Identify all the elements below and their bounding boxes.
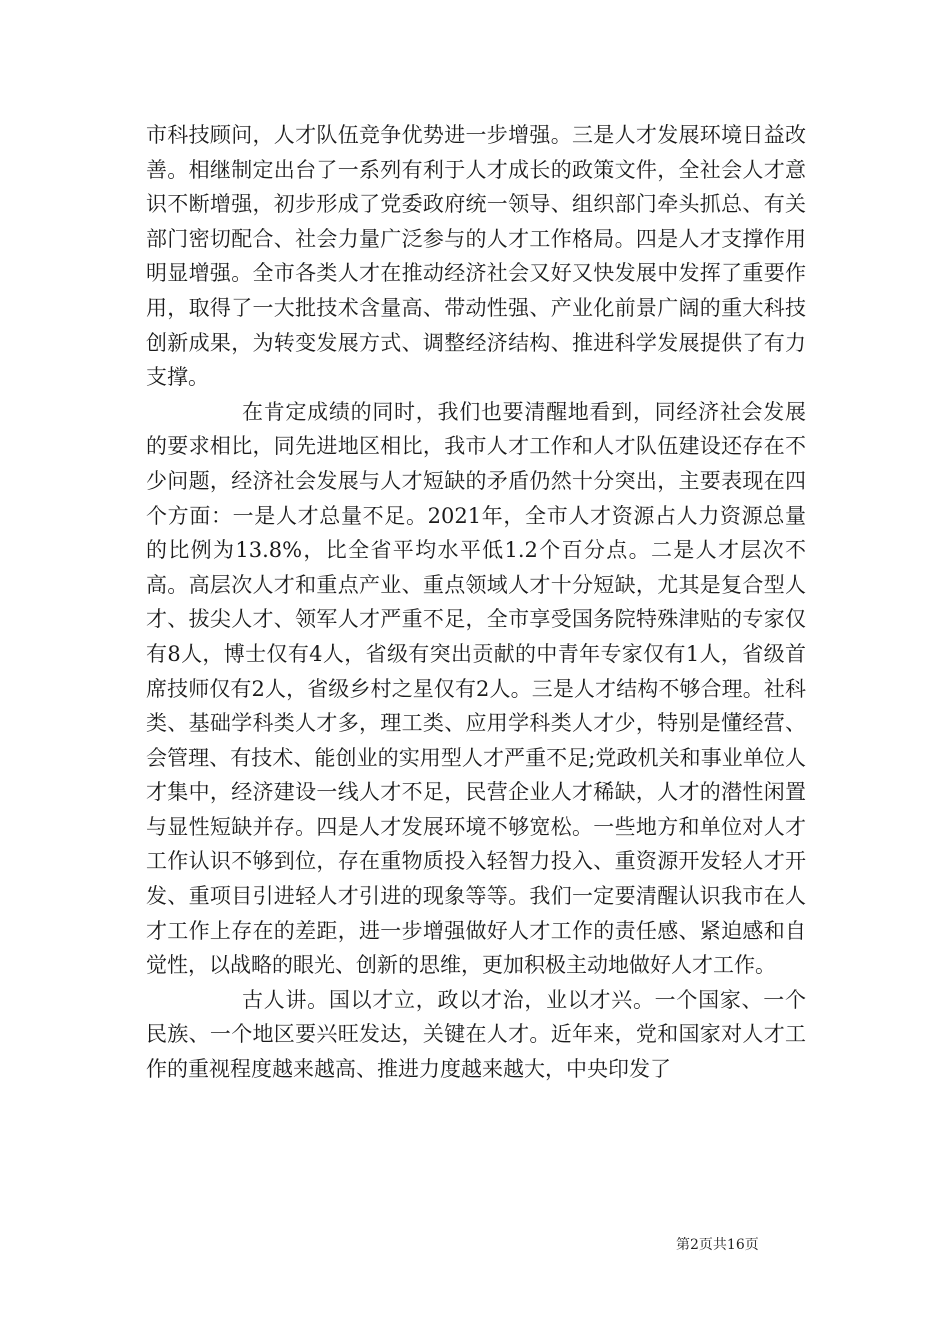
paragraph-1: 市科技顾问，人才队伍竞争优势进一步增强。三是人才发展环境日益改善。相继制定出台了一系列有利于人才成长的政策文件，全社会人才意识不断增强，初步形成了党委政府统一领导、组织部门牵头抓总、有关部门密切配合、社会力量广泛参与的人才工作格局。四是人才支撑作用明显增强。全市各类人才在推动经济社会又好又快发展中发挥了重要作用，取得了一大批技术含量高、带动性强、产业化前景广阔的重大科技创新成果，为转变发展方式、调整经济结构、推进科学发展提供了有力支撑。 (146, 123, 806, 390)
page-footer: 第2页共16页 (676, 1237, 759, 1253)
paragraph-3: 古人讲。国以才立，政以才治，业以才兴。一个国家、一个民族、一个地区要兴旺发达，关键在人才。近年来，党和国家对人才工作的重视程度越来越高、推进力度越来越大，中央印发了 (146, 987, 806, 1082)
paragraph-2: 在肯定成绩的同时，我们也要清醒地看到，同经济社会发展的要求相比，同先进地区相比，我市人才工作和人才队伍建设还存在不少问题，经济社会发展与人才短缺的矛盾仍然十分突出，主要表现在四个方面：一是人才总量不足。2021年，全市人才资源占人力资源总量的比例为13.8%，比全省平均水平低1.2个百分点。二是人才层次不高。高层次人才和重点产业、重点领域人才十分短缺，尤其是复合型人才、拔尖人才、领军人才严重不足，全市享受国务院特殊津贴的专家仅有8人，博士仅有4人，省级有突出贡献的中青年专家仅有1人，省级首席技师仅有2人，省级乡村之星仅有2人。三是人才结构不够合理。社科类、基础学科类人才多，理工类、应用学科类人才少，特别是懂经营、会管理、有技术、能创业的实用型人才严重不足;党政机关和事业单位人才集中，经济建设一线人才不足，民营企业人才稀缺，人才的潜性闲置与显性短缺并存。四是人才发展环境不够宽松。一些地方和单位对人才工作认识不够到位，存在重物质投入轻智力投入、重资源开发轻人才开发、重项目引进轻人才引进的现象等等。我们一定要清醒认识我市在人才工作上存在的差距，进一步增强做好人才工作的责任感、紧迫感和自觉性，以战略的眼光、创新的思维，更加积极主动地做好人才工作。 (146, 399, 806, 978)
document-body (146, 118, 806, 1087)
